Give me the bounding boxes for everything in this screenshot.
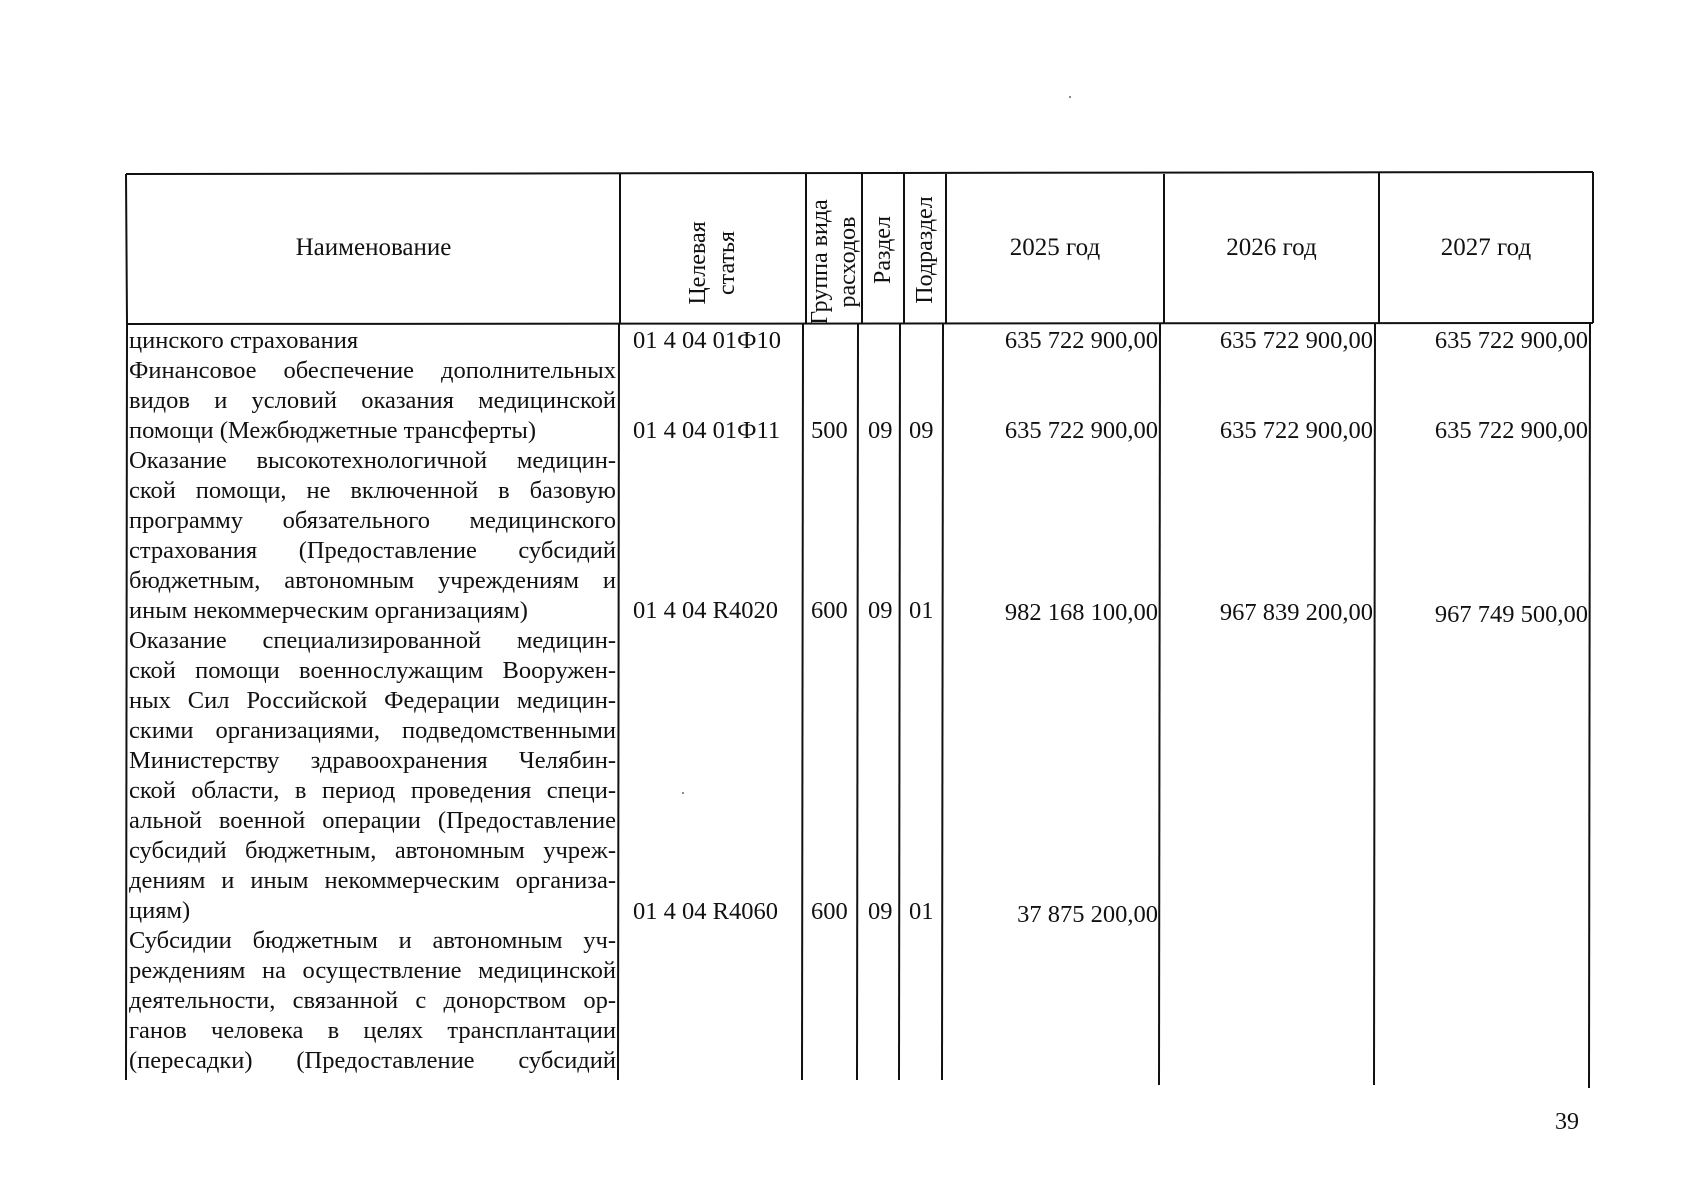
page-number: 39: [1555, 1109, 1579, 1135]
header-2027: 2027 год: [1440, 234, 1532, 261]
header-subsection: Подраздел: [912, 196, 938, 304]
amount-2027: 967 749 500,00: [1434, 601, 1588, 628]
target-code: 01 4 04 R4020: [633, 597, 778, 624]
description-line: цинского страхования: [129, 327, 359, 354]
description-line: Финансовое обеспечение дополнительных: [129, 357, 616, 384]
table-row-description: [129, 926, 616, 1076]
expense-group: 600: [811, 898, 848, 925]
description-line: субсидий бюджетным, автономным учреж-: [129, 837, 616, 864]
description-line: бюджетным, автономным учреждениям и: [129, 567, 616, 594]
header-group: Группа вида расходов: [807, 199, 861, 325]
header-2026: 2026 год: [1226, 234, 1317, 261]
amount-2026: 635 722 900,00: [1219, 417, 1373, 444]
description-line: иным некоммерческим организациям): [129, 597, 528, 624]
description-line: дениям и иным некоммерческим организа-: [129, 867, 616, 894]
description-line: реждениям на осуществление медицинской: [129, 957, 616, 984]
header-name: Наименование: [295, 234, 452, 261]
header-2025: 2025 год: [1009, 234, 1101, 261]
description-line: страхования (Предоставление субсидий: [129, 537, 616, 564]
amount-2025: 635 722 900,00: [1004, 327, 1158, 354]
description-line: Оказание специализированной медицин-: [129, 627, 616, 654]
subsection-code: 01: [909, 898, 934, 925]
amount-2026: 635 722 900,00: [1219, 327, 1373, 354]
amount-2027: 635 722 900,00: [1434, 327, 1588, 354]
description-line: видов и условий оказания медицинской: [129, 387, 616, 414]
description-line: Субсидии бюджетным и автономным уч-: [129, 927, 616, 954]
amount-2027: 635 722 900,00: [1434, 417, 1588, 444]
amount-2025: 635 722 900,00: [1004, 417, 1158, 444]
table-row-description: [129, 446, 616, 626]
description-line: программу обязательного медицинского: [129, 507, 616, 534]
subsection-code: 01: [909, 597, 934, 624]
section-code: 09: [868, 597, 893, 624]
description-line: Оказание высокотехнологичной медицин-: [129, 447, 616, 474]
description-line: альной военной операции (Предоставление: [129, 807, 616, 834]
header-section: Раздел: [870, 216, 896, 284]
amount-2025: 982 168 100,00: [1004, 599, 1158, 626]
section-code: 09: [868, 417, 893, 444]
description-line: ской помощи военнослужащим Вооружен-: [129, 657, 616, 684]
description-line: циям): [129, 897, 191, 924]
target-code: 01 4 04 01Ф11: [633, 417, 781, 444]
description-line: помощи (Межбюджетные трансферты): [129, 417, 537, 444]
description-line: скими организациями, подведомственными: [129, 717, 616, 744]
table-row-description: [129, 626, 616, 926]
amount-2026: 967 839 200,00: [1219, 599, 1373, 626]
description-line: Министерству здравоохранения Челябин-: [129, 747, 616, 774]
description-line: деятельности, связанной с донорством ор-: [129, 987, 616, 1014]
description-line: (пересадки) (Предоставление субсидий: [129, 1047, 616, 1074]
table-row-description: [129, 356, 616, 446]
target-code: 01 4 04 01Ф10: [633, 327, 781, 354]
description-line: ской области, в период проведения специ-: [129, 777, 616, 804]
description-line: ганов человека в целях трансплантации: [129, 1017, 616, 1044]
header-target: Целевая статья: [685, 221, 740, 305]
section-code: 09: [868, 898, 893, 925]
description-line: ской помощи, не включенной в базовую: [129, 477, 616, 504]
description-line: ных Сил Российской Федерации медицин-: [129, 687, 616, 714]
subsection-code: 09: [909, 417, 934, 444]
target-code: 01 4 04 R4060: [633, 898, 778, 925]
expense-group: 600: [811, 597, 848, 624]
amount-2025: 37 875 200,00: [1017, 901, 1158, 928]
expense-group: 500: [811, 417, 848, 444]
table-row-description: [129, 326, 616, 356]
